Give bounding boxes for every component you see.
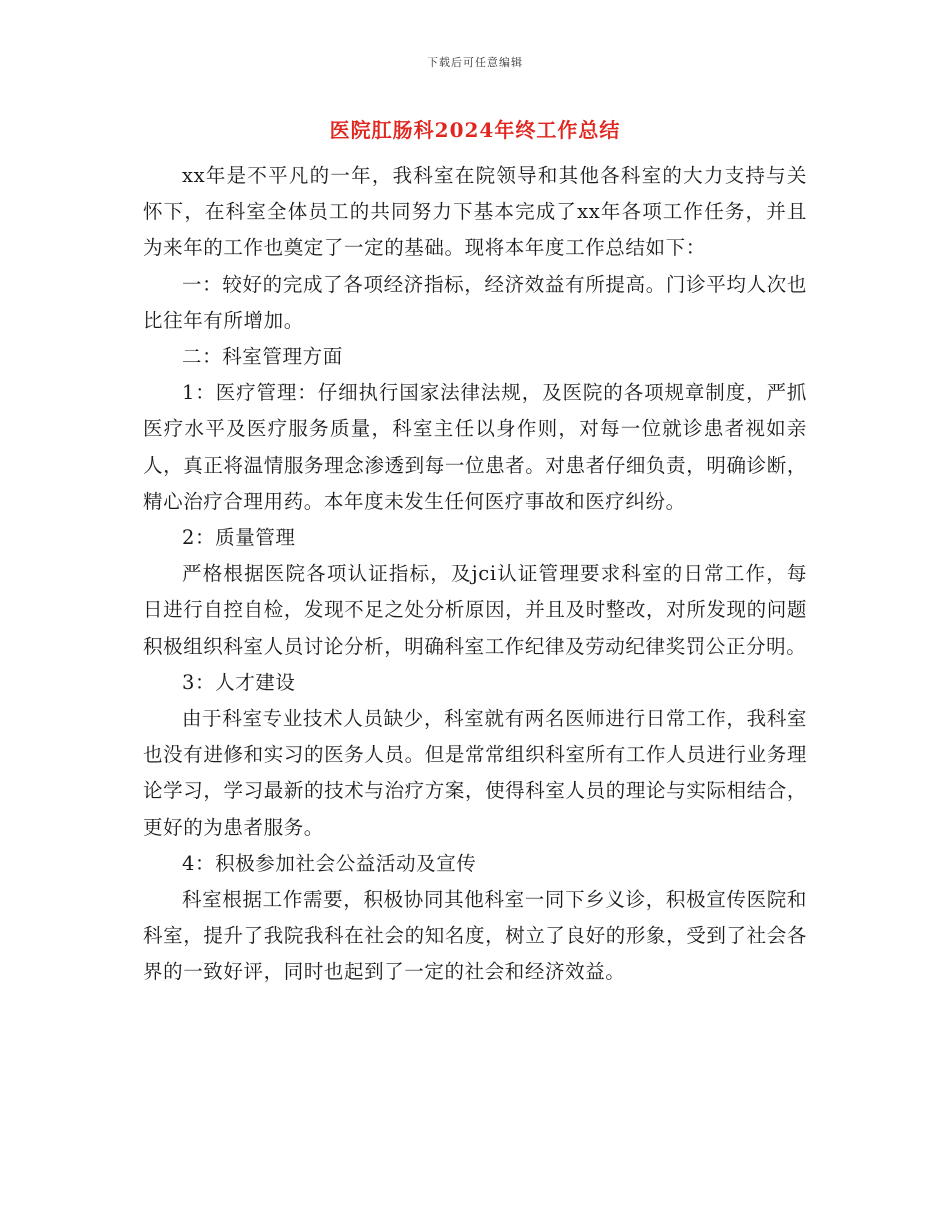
paragraph-quality: 严格根据医院各项认证指标，及jci认证管理要求科室的日常工作，每日进行自控自检，发现不足之处分析原因，并且及时整改，对所发现的问题积极组织科室人员讨论分析，明确科室工作纪律及劳动纪律奖罚公正分明。 <box>143 562 807 658</box>
paragraph-economic: 一：较好的完成了各项经济指标，经济效益有所提高。门诊平均人次也比往年有所增加。 <box>143 272 807 332</box>
section-heading-talent: 3：人才建设 <box>182 670 296 694</box>
paragraph-medical-management: 1：医疗管理：仔细执行国家法律法规，及医院的各项规章制度，严抓医疗水平及医疗服务质量，科室主任以身作则，对每一位就诊患者视如亲人，真正将温情服务理念渗透到每一位患者。对患者仔细负责，明确诊断，精心治疗合理用药。本年度未发生任何医疗事故和医疗纠纷。 <box>143 381 807 513</box>
paragraph-talent: 由于科室专业技术人员缺少，科室就有两名医师进行日常工作，我科室也没有进修和实习的医务人员。但是常常组织科室所有工作人员进行业务理论学习，学习最新的技术与治疗方案，使得科室人员的理论与实际相结合，更好的为患者服务。 <box>143 707 807 839</box>
document-title: 医院肛肠科2024年终工作总结 <box>329 118 621 142</box>
paragraph-public-welfare: 科室根据工作需要，积极协同其他科室一同下乡义诊，积极宣传医院和科室，提升了我院我科在社会的知名度，树立了良好的形象，受到了社会各界的一致好评，同时也起到了一定的社会和经济效益。 <box>143 888 807 984</box>
document-body <box>143 158 807 991</box>
section-heading-public-welfare: 4：积极参加社会公益活动及宣传 <box>182 851 477 875</box>
section-heading-quality: 2：质量管理 <box>182 526 296 550</box>
section-heading-management: 二：科室管理方面 <box>182 345 343 369</box>
paragraph-intro: xx年是不平凡的一年，我科室在院领导和其他各科室的大力支持与关怀下，在科室全体员工的共同努力下基本完成了xx年各项工作任务，并且为来年的工作也奠定了一定的基础。现将本年度工作总结如下： <box>143 164 807 260</box>
header-note: 下载后可任意编辑 <box>427 56 523 69</box>
